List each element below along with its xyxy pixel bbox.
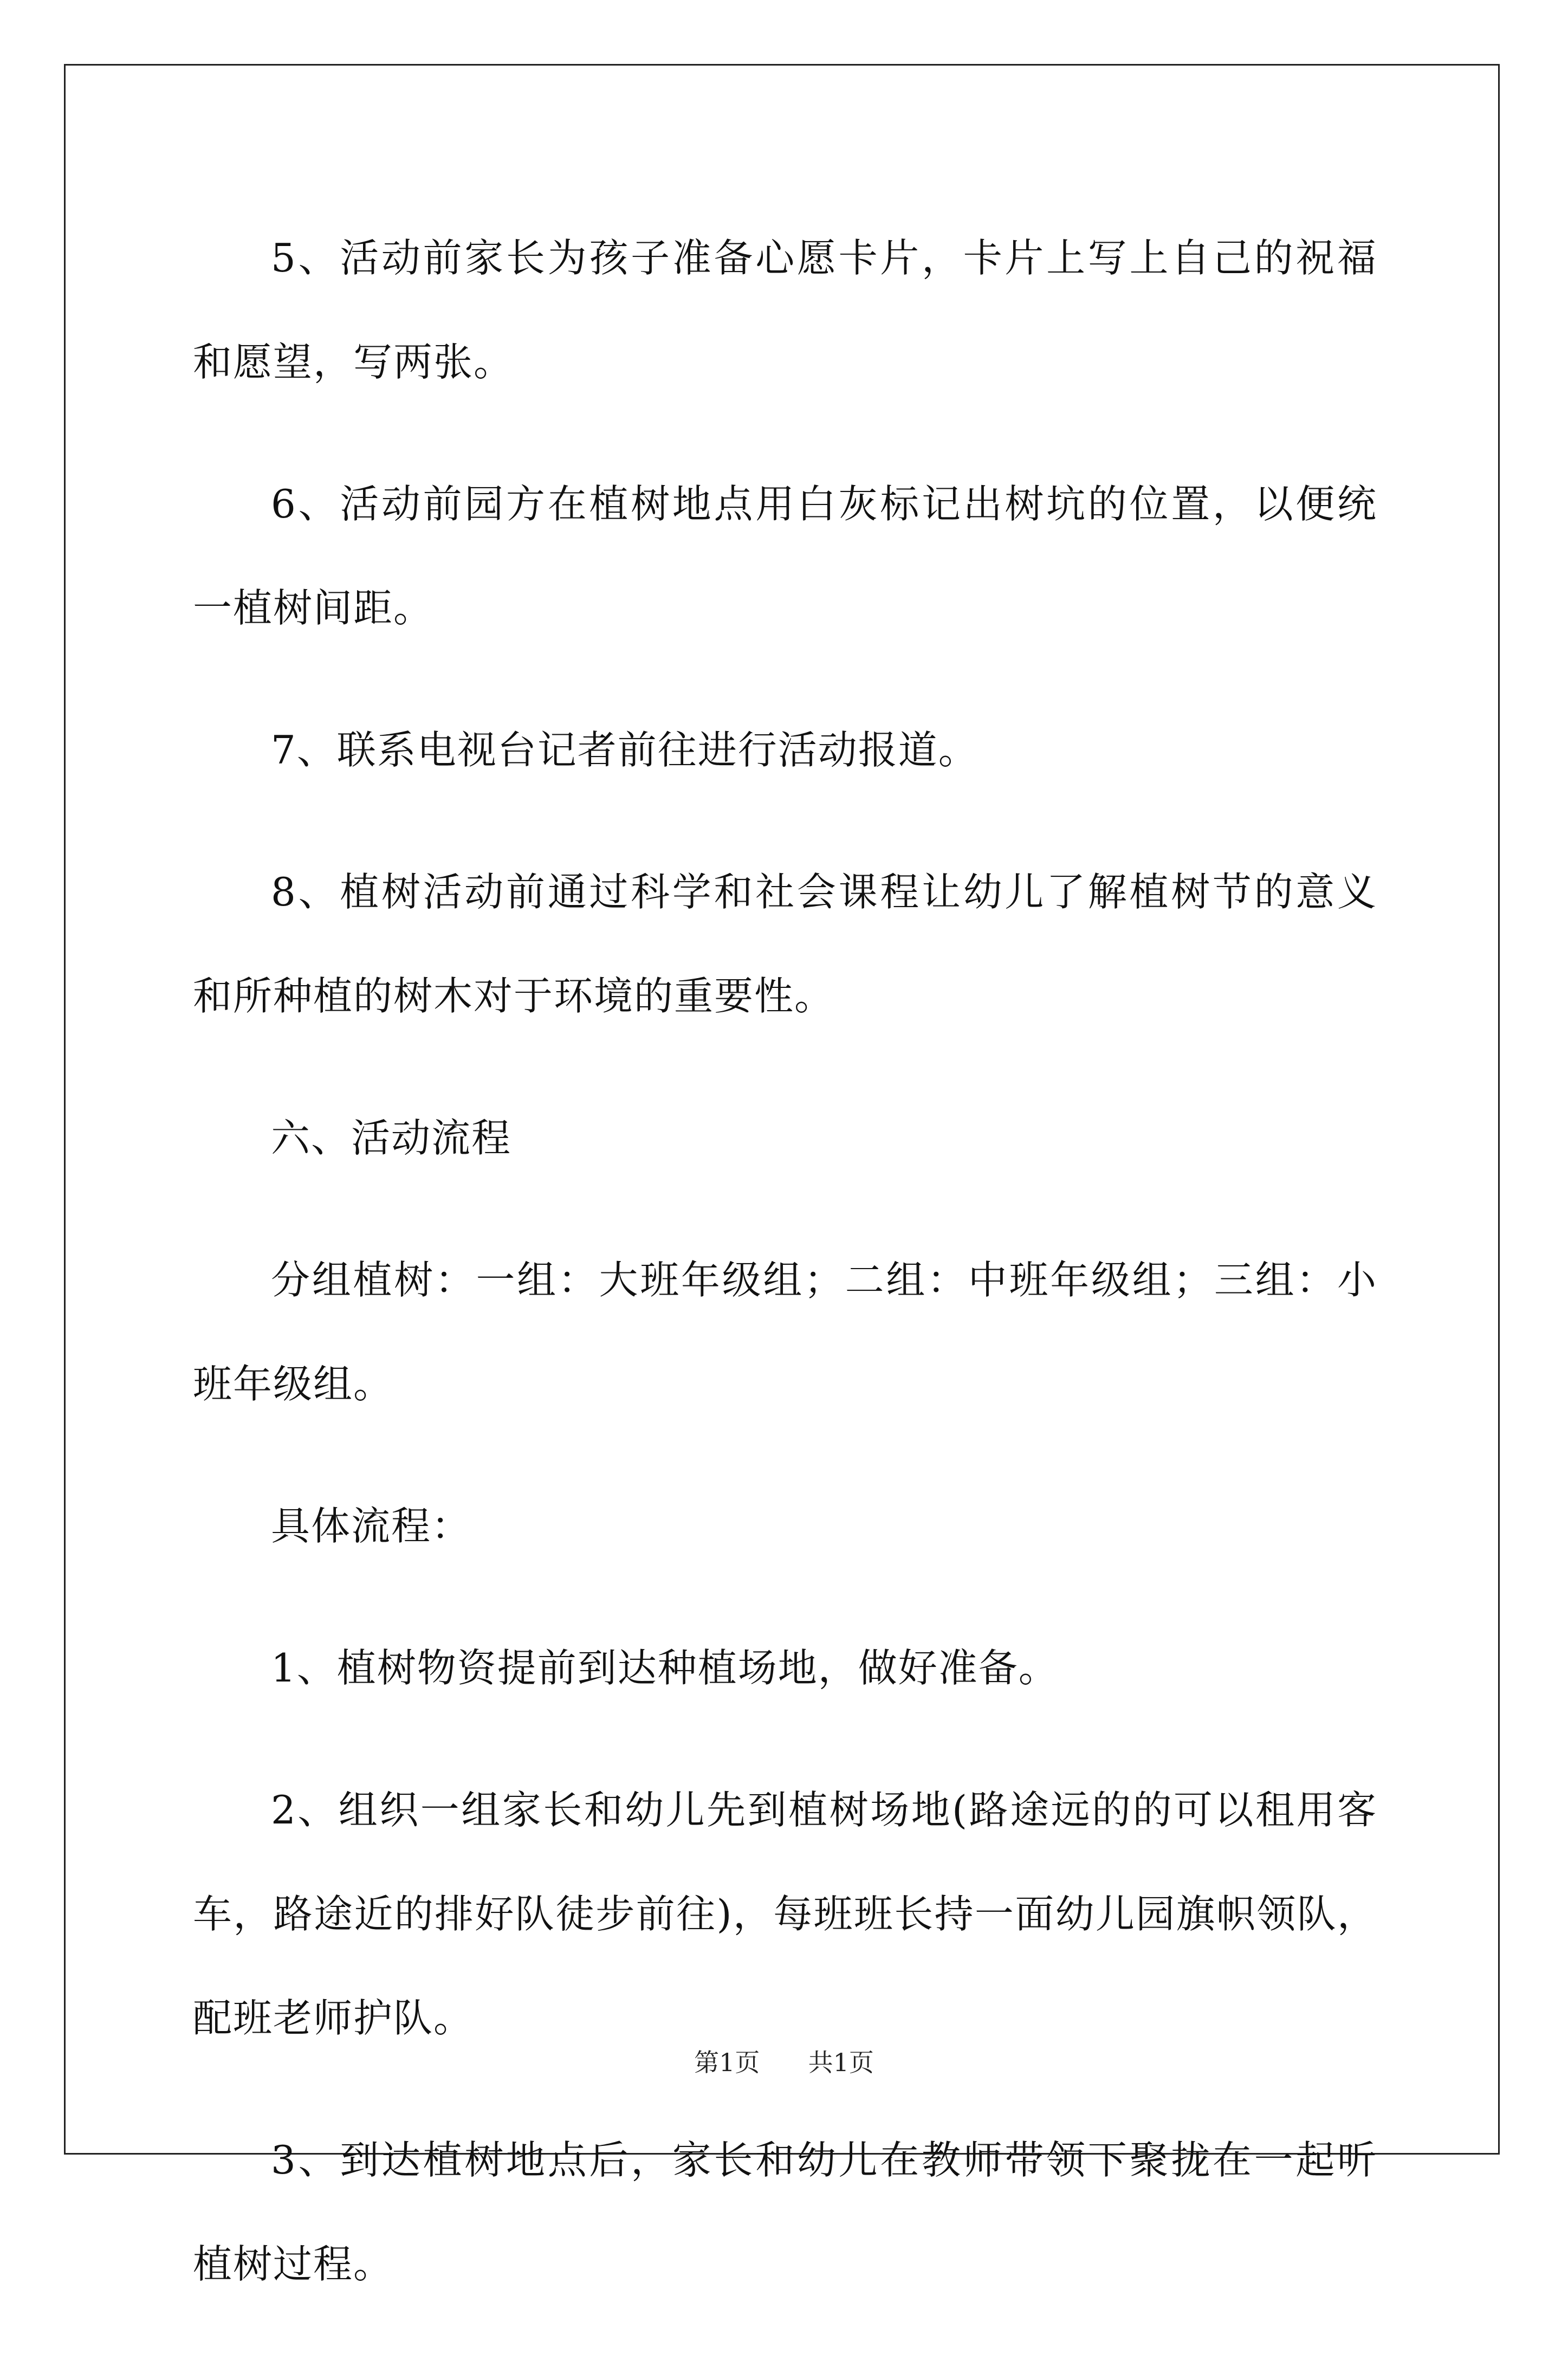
section-heading-activity-flow: 六、活动流程	[271, 1115, 512, 1161]
paragraph-grouping: 分组植树：一组：大班年级组；二组：中班年级组；三组：小班年级组。	[193, 1257, 1377, 1407]
page-number: 第1页	[694, 2048, 760, 2077]
paragraph-item-5: 5、活动前家长为孩子准备心愿卡片，卡片上写上自己的祝福和愿望，写两张。	[193, 235, 1377, 385]
paragraph-specific-flow-label: 具体流程：	[271, 1503, 472, 1549]
page-footer	[0, 2043, 1568, 2079]
paragraph-item-6: 6、活动前园方在植树地点用白灰标记出树坑的位置，以便统一植树间距。	[193, 481, 1377, 631]
page-total: 共1页	[808, 2048, 874, 2077]
document-body	[193, 206, 1377, 2354]
flow-step-1: 1、植树物资提前到达种植场地，做好准备。	[271, 1645, 1059, 1691]
flow-step-2: 2、组织一组家长和幼儿先到植树场地(路途远的的可以租用客车，路途近的排好队徒步前往)，每班班长持一面幼儿园旗帜领队，配班老师护队。	[193, 1787, 1377, 2041]
paragraph-item-7: 7、联系电视台记者前往进行活动报道。	[271, 727, 979, 773]
paragraph-item-8: 8、植树活动前通过科学和社会课程让幼儿了解植树节的意义和所种植的树木对于环境的重要性。	[193, 869, 1377, 1019]
flow-step-3: 3、到达植树地点后，家长和幼儿在教师带领下聚拢在一起听植树过程。	[193, 2137, 1377, 2287]
